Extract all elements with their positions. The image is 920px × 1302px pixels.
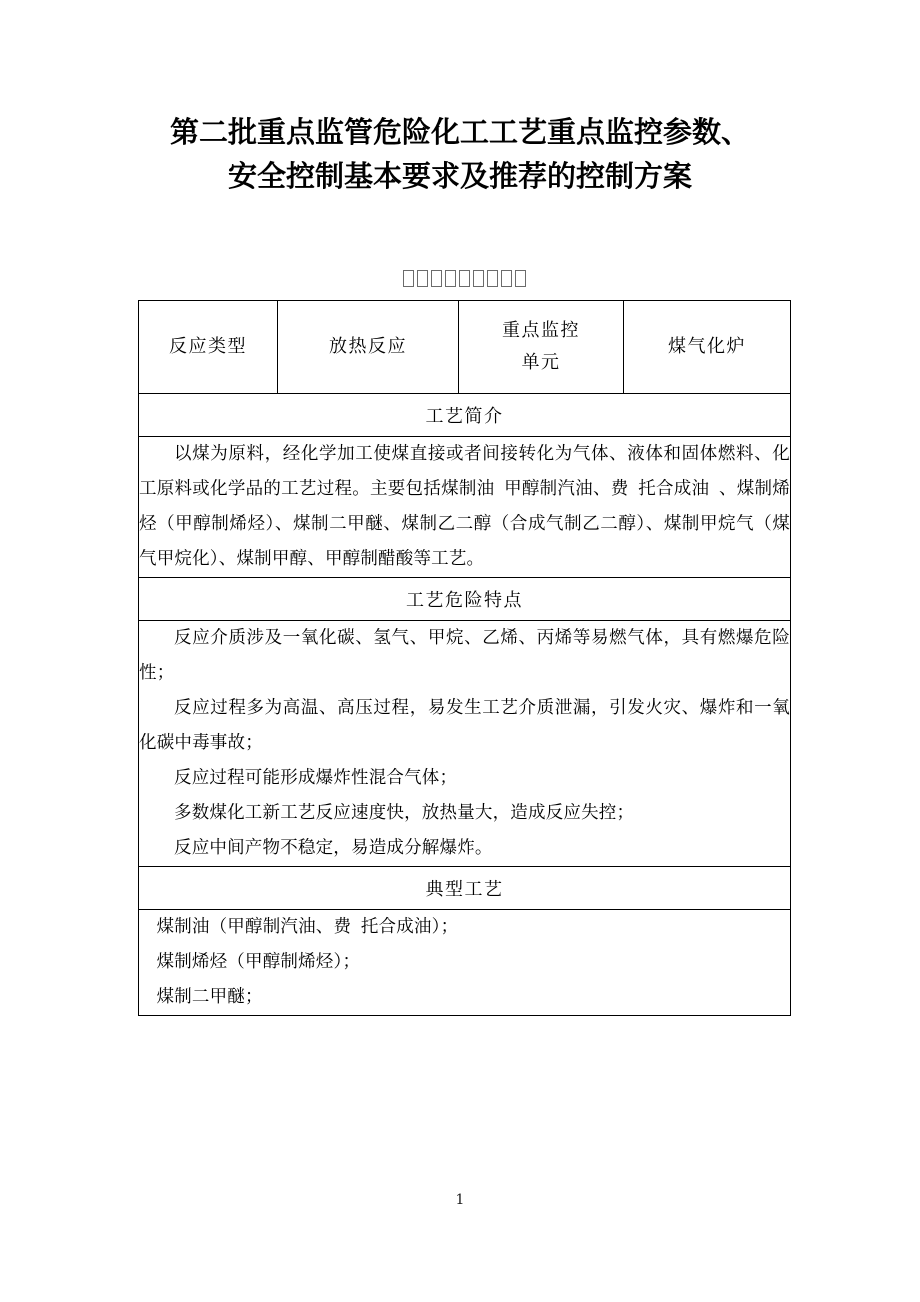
tofu-glyph [501,270,512,287]
table-row-section-body-hazards [139,621,791,867]
cell-reaction-type-label: 反应类型 [139,301,278,394]
section-heading-hazard-features: 工艺危险特点 [139,578,791,621]
tofu-glyph [515,270,526,287]
tofu-glyph [473,270,484,287]
tofu-glyph [431,270,442,287]
subtitle-unrenderable-glyphs [138,268,790,292]
table-row-section-heading-hazards [139,578,791,621]
tofu-glyph [459,270,470,287]
list-item: 煤制烯烃（甲醇制烯烃）； [156,952,361,972]
page-title-line-2: 安全控制基本要求及推荐的控制方案 [227,159,692,193]
table-row-header [139,301,791,394]
tofu-glyph [487,270,498,287]
section-body-hazard-features [139,621,791,867]
paragraph: 反应中间产物不稳定，易造成分解爆炸。 [174,838,493,858]
cell-key-unit-value: 煤气化炉 [624,301,791,394]
cell-reaction-type-value: 放热反应 [278,301,459,394]
cell-key-unit-label [459,301,624,394]
tofu-glyph [417,270,428,287]
table-row-section-body-intro [139,437,791,578]
list-item: 煤制二甲醚； [156,987,263,1007]
page-number: 1 [455,1192,465,1208]
section-body-typical-process [139,910,791,1016]
paragraph: 多数煤化工新工艺反应速度快，放热量大，造成反应失控； [174,803,635,823]
paragraph: 反应过程多为高温、高压过程，易发生工艺介质泄漏，引发火灾、爆炸和一氧化碳中毒事故； [139,698,790,753]
paragraph: 反应介质涉及一氧化碳、氢气、甲烷、乙烯、丙烯等易燃气体，具有燃爆危险性； [139,628,790,683]
page-title [110,110,810,198]
page-title-line-1: 第二批重点监管危险化工工艺重点监控参数、 [169,115,750,149]
tofu-glyph-run [401,268,527,292]
process-info-table [138,300,791,1016]
section-heading-process-intro: 工艺简介 [139,394,791,437]
cell-key-unit-label-line-1: 重点监控 [502,320,580,341]
tofu-glyph [403,270,414,287]
list-item: 煤制油（甲醇制汽油、费 托合成油）； [156,917,459,937]
paragraph: 反应过程可能形成爆炸性混合气体； [174,768,458,788]
section-body-process-intro [139,437,791,578]
paragraph: 以煤为原料，经化学加工使煤直接或者间接转化为气体、液体和固体燃料、化工原料或化学品的工艺过程。主要包括煤制油 甲醇制汽油、费 托合成油 、煤制烯烃（甲醇制烯烃）、煤制二甲醚、煤制乙二醇（合成气制乙二醇）、煤制甲烷气（煤气甲烷化）、煤制甲醇、甲醇制醋酸等工艺。 [139,444,790,569]
table-row-section-heading-typical [139,867,791,910]
section-heading-typical-process: 典型工艺 [139,867,791,910]
cell-key-unit-label-line-2: 单元 [521,352,561,373]
table-row-section-body-typical [139,910,791,1016]
tofu-glyph [445,270,456,287]
table-row-section-heading-intro [139,394,791,437]
